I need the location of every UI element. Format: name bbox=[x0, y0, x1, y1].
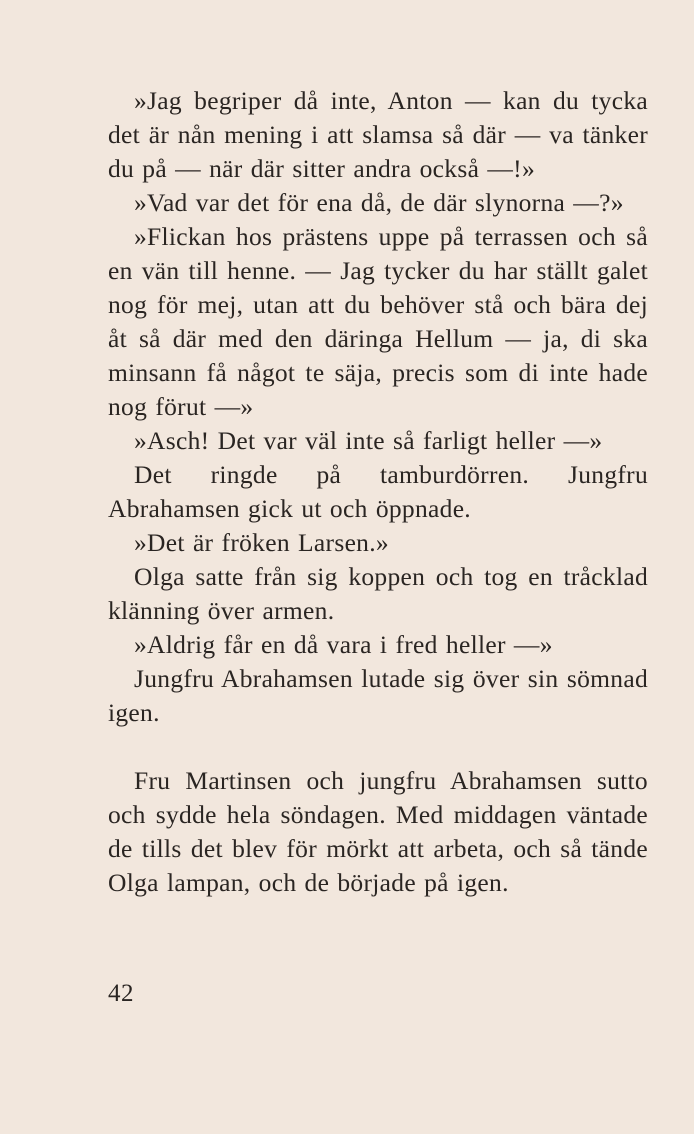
paragraph-1: »Jag begriper då inte, Anton — kan du tycka det är nån mening i att slamsa så där — va tänker du på — när där sitter andra också —!» bbox=[108, 86, 648, 183]
page-body bbox=[108, 84, 648, 900]
paragraph-5: Det ringde på tamburdörren. Jungfru Abrahamsen gick ut och öppnade. bbox=[108, 460, 648, 523]
paragraph-10: Fru Martinsen och jungfru Abrahamsen sutto och sydde hela söndagen. Med middagen väntade de tills det blev för mörkt att arbeta, och så tände Olga lampan, och de började på igen. bbox=[108, 766, 648, 897]
page-number: 42 bbox=[108, 980, 134, 1007]
paragraph-7: Olga satte från sig koppen och tog en tråcklad klänning över armen. bbox=[108, 562, 648, 625]
paragraph-3: »Flickan hos prästens uppe på terrassen och så en vän till henne. — Jag tycker du har ställt galet nog för mej, utan att du behöver stå och bära dej åt så där med den däringa Hellum — ja, di ska minsann få något te säja, precis som di inte hade nog förut —» bbox=[108, 222, 648, 421]
paragraph-9: Jungfru Abrahamsen lutade sig över sin sömnad igen. bbox=[108, 664, 648, 727]
paragraph-2: »Vad var det för ena då, de där slynorna —?» bbox=[134, 188, 624, 217]
paragraph-6: »Det är fröken Larsen.» bbox=[134, 528, 389, 557]
paragraph-8: »Aldrig får en då vara i fred heller —» bbox=[134, 630, 553, 659]
paragraph-4: »Asch! Det var väl inte så farligt heller —» bbox=[134, 426, 603, 455]
